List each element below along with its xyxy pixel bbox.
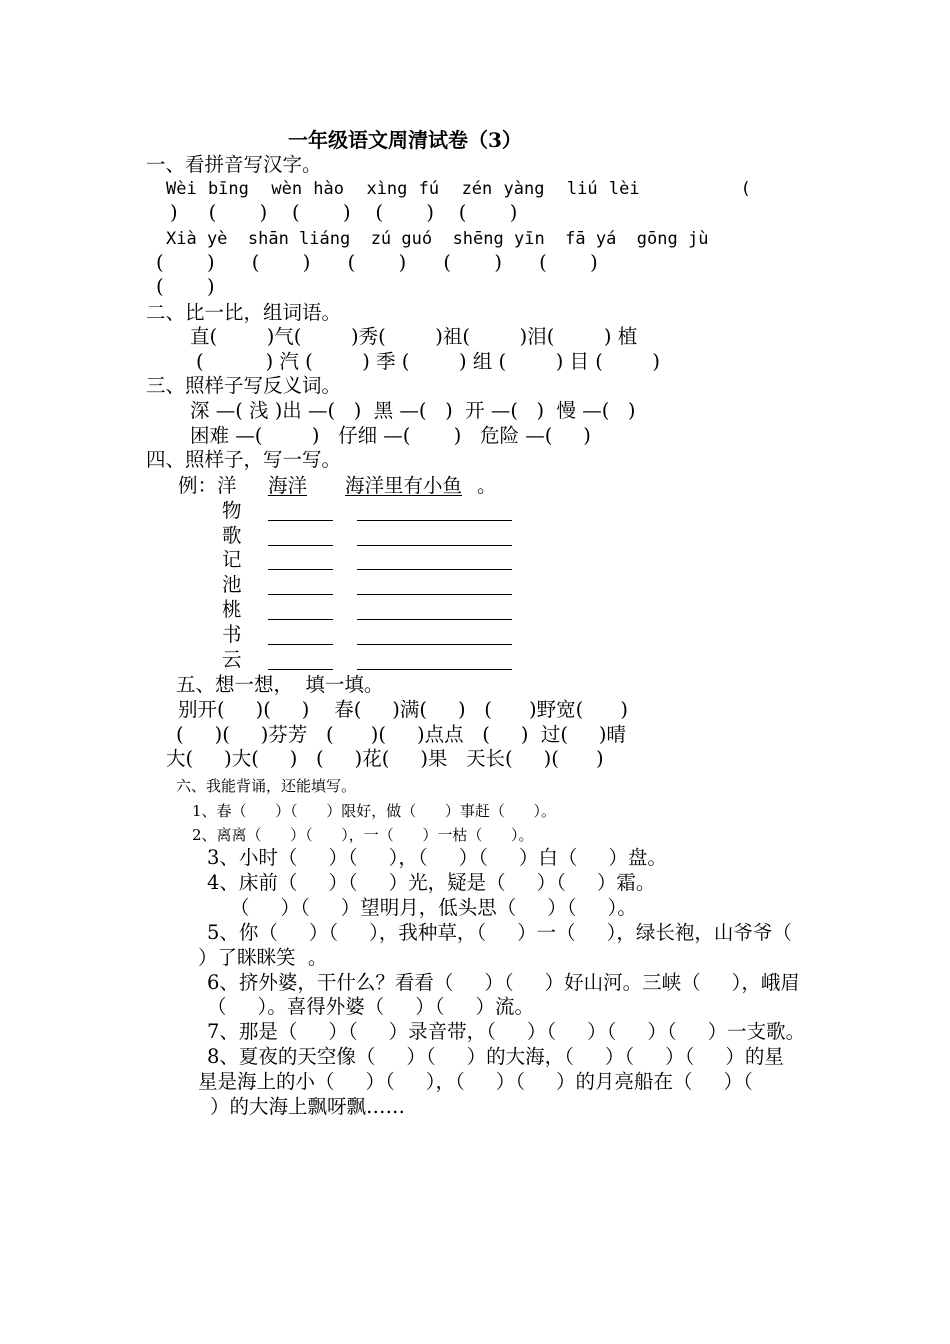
section-6-heading: 六、我能背诵，还能填写。: [176, 777, 357, 795]
fill-line-1: 别开( )( ) 春( )满( ) ( )野宽( ): [178, 698, 629, 721]
recite-line-1: 1、春（ ）（ ）限好，做（ ）事赶（ ）。: [192, 802, 556, 820]
recite-line-5: 5、你（ ）（ ），我种草，（ ）一（ ），绿长袍，山爷爷（: [207, 921, 792, 944]
recite-line-5b: ）了眯眯笑 。: [198, 946, 328, 969]
recite-line-4: 4、床前（ ）（ ）光，疑是（ ）（ ）霜。: [207, 871, 656, 894]
word-blank-5[interactable]: [268, 619, 333, 620]
char-row-3: 记: [222, 548, 242, 571]
section-5-heading: 五、想一想， 填一填。: [176, 673, 384, 696]
word-blank-3[interactable]: [268, 569, 333, 570]
word-blank-7[interactable]: [268, 669, 333, 670]
example-label: 例：洋: [178, 474, 237, 497]
char-row-7: 云: [222, 648, 242, 671]
recite-line-8: 8、夏夜的天空像（ ）（ ）的大海，（ ）（ ）（ ）的星: [207, 1045, 784, 1068]
sentence-blank-6[interactable]: [357, 644, 512, 645]
answer-line-1: ) ( ) ( ) ( ) ( ): [170, 201, 518, 224]
recite-line-8c: ）的大海上飘呀飘……: [210, 1095, 406, 1118]
sentence-blank-5[interactable]: [357, 619, 512, 620]
char-row-4: 池: [222, 573, 242, 596]
recite-line-3: 3、小时（ ）（ ），（ ）（ ）白（ ）盘。: [207, 846, 667, 869]
section-3-heading: 三、照样子写反义词。: [146, 374, 342, 397]
sentence-blank-2[interactable]: [357, 545, 512, 546]
recite-line-6: 6、挤外婆，干什么？看看（ ）（ ）好山河。三峡（ ），峨眉: [207, 971, 800, 994]
compare-line-1: 直( )气( )秀( )祖( )泪( ) 植: [190, 325, 638, 348]
recite-line-6b: （ ）。喜得外婆（ ）（ ）流。: [207, 995, 534, 1018]
char-row-1: 物: [222, 499, 242, 522]
section-1-heading: 一、看拼音写汉字。: [146, 153, 322, 176]
sentence-blank-3[interactable]: [357, 569, 512, 570]
fill-line-2: ( )( )芬芳 ( )( )点点 ( ) 过( )晴: [176, 723, 627, 746]
example-end: 。: [477, 474, 497, 497]
char-row-5: 桃: [222, 598, 242, 621]
word-blank-4[interactable]: [268, 594, 333, 595]
recite-line-2: 2、离离（ ）（ ），一（ ）一枯（ ）。: [192, 826, 534, 844]
answer-line-3: ( ): [156, 275, 215, 298]
section-4-heading: 四、照样子，写一写。: [146, 448, 342, 471]
sentence-blank-1[interactable]: [357, 520, 512, 521]
example-word: 海洋: [268, 474, 308, 497]
sentence-blank-7[interactable]: [357, 669, 512, 670]
compare-line-2: ( ) 汽 ( ) 季 ( ) 组 ( ) 目 ( ): [196, 350, 661, 373]
recite-line-4b: （ ）（ ）望明月，低头思（ ）（ ）。: [230, 896, 637, 919]
example-sentence: 海洋里有小鱼: [345, 474, 463, 497]
fill-line-3: 大( )大( ) ( )花( )果 天长( )( ): [166, 747, 604, 770]
word-blank-6[interactable]: [268, 644, 333, 645]
recite-line-7: 7、那是（ ）（ ）录音带，（ ）（ ）（ ）（ ）一支歌。: [207, 1020, 806, 1043]
char-row-6: 书: [222, 623, 242, 646]
pinyin-line-1: Wèi bīng wèn hào xìng fú zén yàng liú lèi (: [166, 179, 751, 199]
word-blank-1[interactable]: [268, 520, 333, 521]
sentence-blank-4[interactable]: [357, 594, 512, 595]
antonym-line-1: 深 —( 浅 )出 —( ) 黑 —( ) 开 —( ) 慢 —( ): [190, 399, 636, 422]
recite-line-8b: 星是海上的小（ ）（ ），（ ）（ ）的月亮船在（ ）（: [198, 1070, 753, 1093]
page-title: 一年级语文周清试卷（3）: [288, 128, 522, 152]
pinyin-line-2: Xià yè shān liáng zú guó shēng yīn fā yá gōng jù: [166, 229, 709, 249]
antonym-line-2: 困难 —( ) 仔细 —( ) 危险 —( ): [190, 424, 591, 447]
section-2-heading: 二、比一比，组词语。: [146, 301, 342, 324]
answer-line-2: ( ) ( ) ( ) ( ) ( ): [156, 251, 598, 274]
char-row-2: 歌: [222, 524, 242, 547]
word-blank-2[interactable]: [268, 545, 333, 546]
